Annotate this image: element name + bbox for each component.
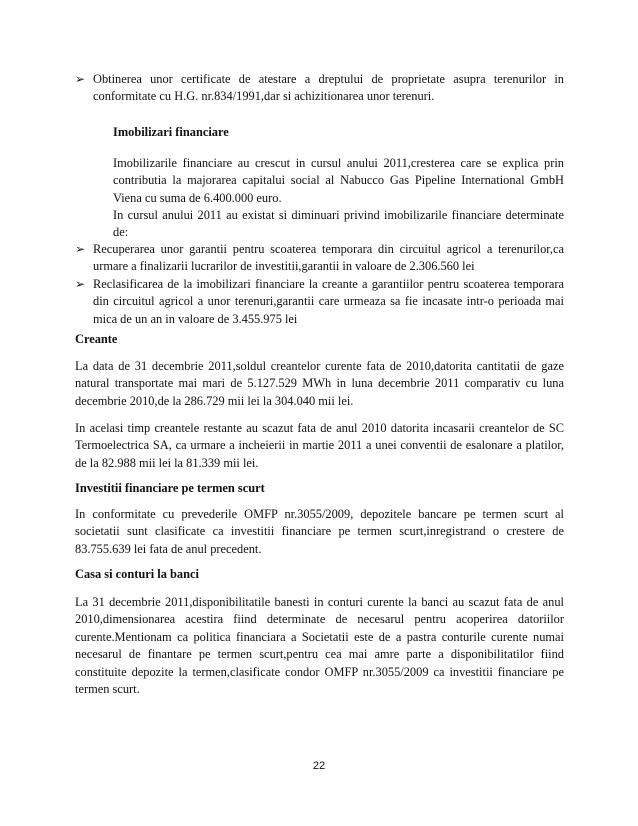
arrow-bullet-icon: ➢ xyxy=(75,242,86,256)
section-heading-imobilizari: Imobilizari financiare xyxy=(113,125,229,139)
page-number: 22 xyxy=(312,760,326,772)
section-heading-creante: Creante xyxy=(75,332,118,346)
arrow-bullet-icon: ➢ xyxy=(75,72,86,86)
arrow-bullet-icon: ➢ xyxy=(75,277,86,291)
paragraph-imobilizari-1: Imobilizarile financiare au crescut in cursul anului 2011,cresterea care se explica prin contributia la majorarea capitalui social al Nabucco Gas Pipeline International GmbH Viena cu suma de 6.400.000 euro. xyxy=(113,156,564,205)
bullet-item xyxy=(75,71,564,106)
paragraph-creante-1: La data de 31 decembrie 2011,soldul creantelor curente fata de 2010,datorita cantitatii de gaze natural transportate mai mari de 5.127.529 MWh in luna decembrie 2011 comparativ cu luna decembrie 2010,de la 286.729 mii lei la 304.040 mii lei. xyxy=(75,359,564,408)
section-heading-casa: Casa si conturi la banci xyxy=(75,567,199,581)
bullet-text: Recuperarea unor garantii pentru scoaterea temporara din circuitul agricol a terenurilor,ca urmare a finalizarii lucrarilor de investitii,garantii in valoare de 2.306.560 lei xyxy=(93,242,564,274)
bullet-item xyxy=(75,276,564,328)
bullet-text: Obtinerea unor certificate de atestare a dreptului de proprietate asupra terenurilor in conformitate cu H.G. nr.834/1991,dar si achizitionarea unor terenuri. xyxy=(93,72,564,104)
paragraph-investitii-1: In conformitate cu prevederile OMFP nr.3055/2009, depozitele bancare pe termen scurt al societatii sunt clasificate ca investitii financiare pe termen scurt,inregistrand o crestere de 83.755.639 lei fata de anul precedent. xyxy=(75,507,564,556)
bullet-item xyxy=(75,241,564,276)
bullet-text: Reclasificarea de la imobilizari financiare la creante a garantiilor pentru scoaterea temporara din circuitul agricol a unor terenuri,garantii care urmeaza sa fie incasate intr-o perioada mai mica de un an in valoare de 3.455.975 lei xyxy=(93,277,564,326)
paragraph-creante-2: In acelasi timp creantele restante au scazut fata de anul 2010 datorita incasarii creantelor de SC Termoelectrica SA, ca urmare a incheierii in martie 2011 a unei conventii de esalonare a platilor, de la 82.988 mii lei la 81.339 mii lei. xyxy=(75,421,564,470)
paragraph-casa-1: La 31 decembrie 2011,disponibilitatile banesti in conturi curente la banci au scazut fata de anul 2010,dimensionarea acestira fiind determinate de necesarul pentru acoperirea datoriilor curente.Mentionam ca politica financiara a Societatii este de a pastra conturile curente numai necesarul de finantare pe termen scurt,pentru cea mai amre parte a disponibilitatilor fiind constituite depozite la termen,clasificate condor OMFP nr.3055/2009 ca investitii financiare pe termen scurt. xyxy=(75,595,564,697)
paragraph-imobilizari-2: In cursul anului 2011 au existat si diminuari privind imobilizarile financiare determinate de: xyxy=(113,208,564,240)
section-heading-investitii: Investitii financiare pe termen scurt xyxy=(75,481,265,495)
